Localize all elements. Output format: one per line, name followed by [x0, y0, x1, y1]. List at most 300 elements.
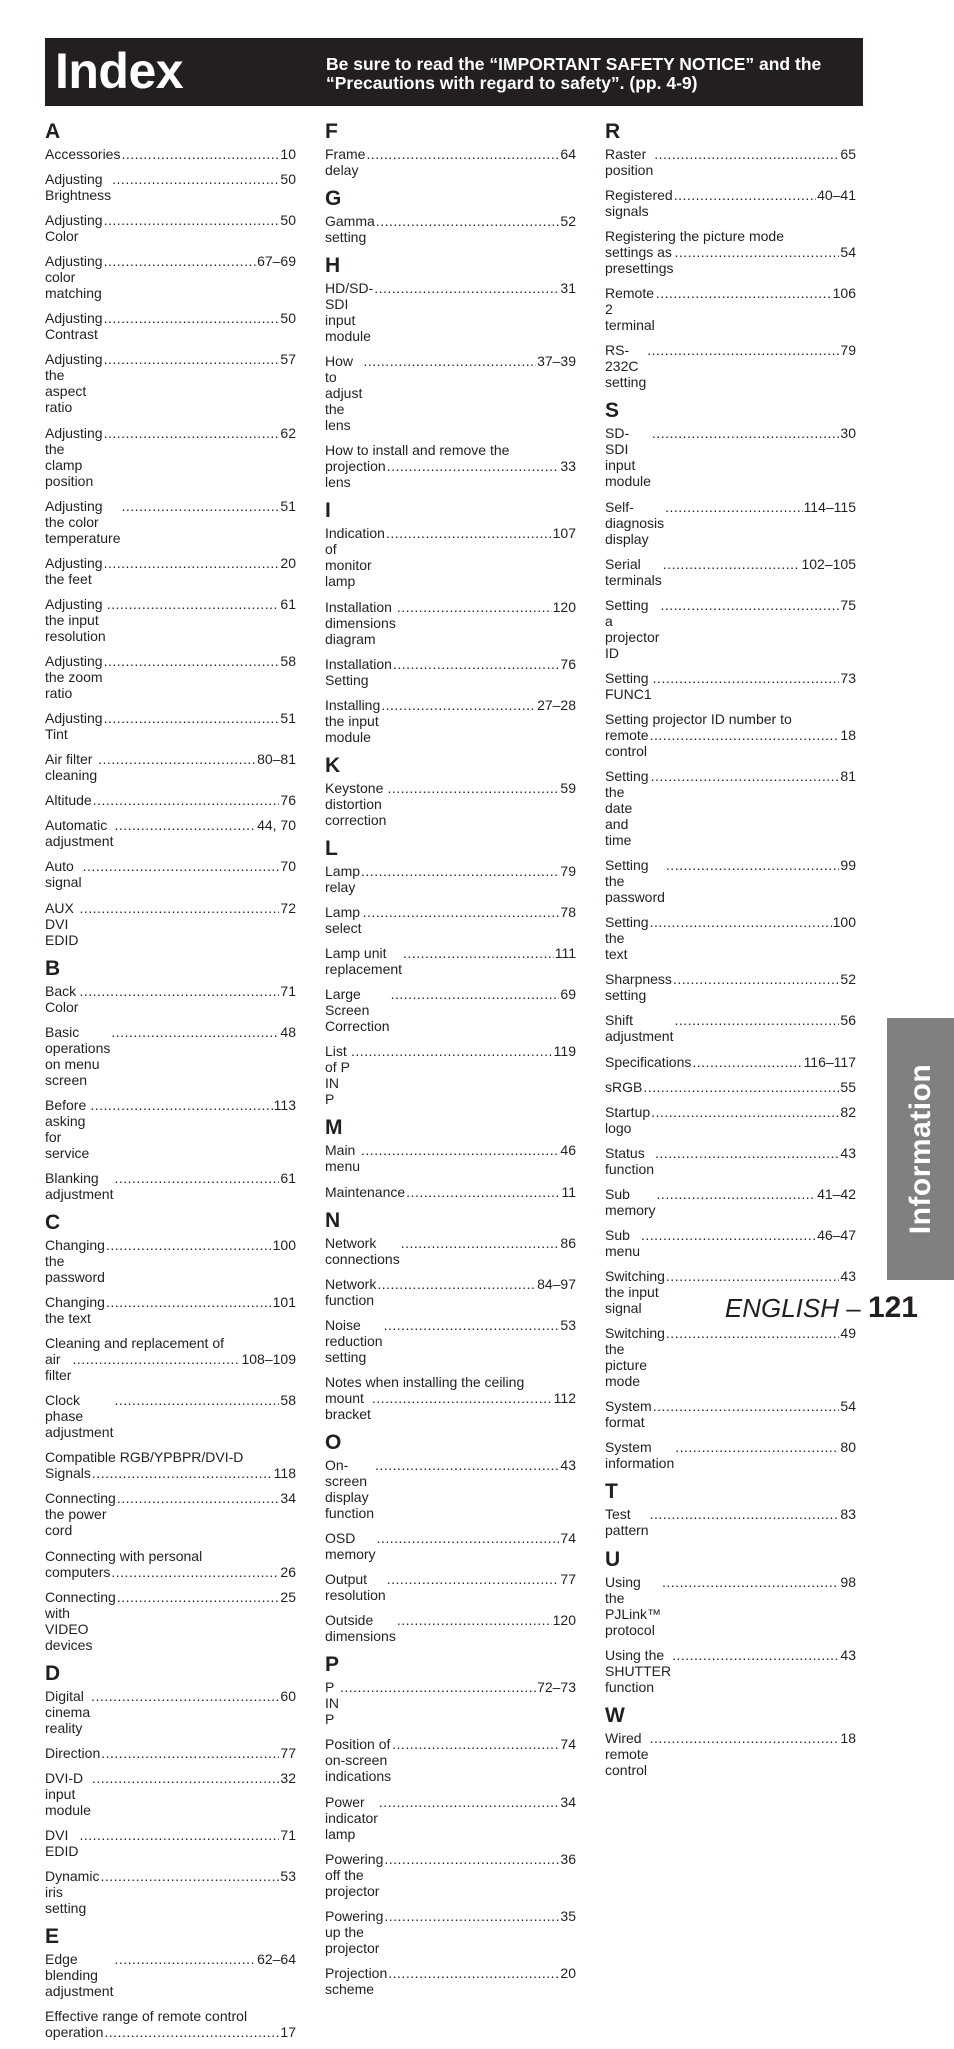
entry-text: System format	[605, 1398, 656, 1431]
entry-page: 82	[840, 1103, 856, 1120]
index-section-t	[605, 1480, 856, 1538]
entry-page: 74	[560, 1736, 576, 1753]
index-entry	[605, 1730, 856, 1778]
dot-leader	[363, 353, 536, 369]
entry-text: Compatible RGB/YPBPR/DVI-D	[45, 1449, 244, 1466]
index-entry	[45, 1170, 296, 1202]
entry-page: 62–64	[257, 1951, 296, 1968]
index-entry	[325, 1457, 576, 1521]
section-letter: N	[325, 1208, 341, 1232]
entry-page: 49	[840, 1325, 856, 1342]
entry-page: 50	[280, 212, 296, 229]
dot-leader	[384, 1317, 560, 1333]
entry-page: 72	[280, 899, 296, 916]
entry-leader	[325, 1457, 559, 1521]
section-letter: G	[325, 187, 342, 211]
dot-leader	[384, 1851, 559, 1867]
entry-text: Keystone distortion correction	[325, 779, 388, 828]
entry-page: 34	[560, 1793, 576, 1810]
entry-text: AUX DVI EDID	[45, 899, 79, 948]
entry-page: 79	[840, 342, 856, 359]
dot-leader	[665, 499, 802, 515]
entry-page: 48	[280, 1023, 296, 1040]
index-entry	[605, 1439, 856, 1471]
section-letter: F	[325, 120, 338, 143]
entry-text: Noise reduction setting	[325, 1316, 387, 1365]
entry-page: 30	[840, 425, 856, 442]
index-entry	[45, 1392, 296, 1440]
dot-leader	[92, 1465, 273, 1481]
entry-page: 61	[280, 595, 296, 612]
entry-leader	[325, 656, 559, 688]
entry-page: 51	[280, 497, 296, 514]
entry-leader	[45, 1024, 279, 1088]
entry-page: 84–97	[537, 1275, 576, 1292]
entry-leader	[605, 146, 839, 178]
index-entry	[45, 2008, 296, 2040]
entry-leader	[45, 2024, 279, 2040]
index-entry	[605, 499, 856, 547]
entry-text: Setting the text	[605, 914, 653, 963]
entry-leader	[605, 857, 839, 905]
entry-text: RS-232C setting	[605, 342, 647, 391]
dot-leader	[101, 1745, 279, 1761]
entry-leader	[45, 710, 279, 742]
entry-leader	[325, 1571, 559, 1603]
entry-text: How to install and remove the	[325, 442, 510, 459]
index-entry	[605, 914, 856, 962]
entry-leader	[325, 1142, 559, 1174]
section-side-tab	[887, 1018, 954, 1280]
entry-leader	[45, 817, 256, 849]
entry-text: Installation Setting	[325, 655, 396, 688]
entry-leader	[605, 1104, 839, 1136]
entry-page: 72–73	[537, 1679, 576, 1696]
entry-page: 33	[560, 458, 576, 475]
entry-text: Edge blending adjustment	[45, 1951, 114, 2000]
index-entry	[605, 1054, 856, 1070]
entry-page: 17	[280, 2024, 296, 2041]
index-entry	[45, 171, 296, 203]
dot-leader	[650, 1506, 840, 1522]
index-section-b	[45, 957, 296, 1202]
index-entry	[325, 599, 576, 647]
entry-page: 37–39	[537, 353, 576, 370]
dot-leader	[641, 1227, 816, 1243]
entry-text: Lamp relay	[325, 862, 364, 895]
entry-text: Effective range of remote control	[45, 2008, 248, 2025]
entry-text-line2: mount bracket	[325, 1389, 371, 1422]
entry-text: Self-diagnosis display	[605, 498, 669, 547]
index-entry	[325, 280, 576, 344]
entry-text: P IN P	[325, 1679, 343, 1728]
entry-text: How to adjust the lens	[325, 353, 367, 434]
entry-text: Sub memory	[605, 1185, 656, 1218]
index-entry	[325, 1374, 576, 1422]
entry-leader	[45, 212, 279, 244]
dot-leader	[652, 425, 840, 441]
dot-leader	[104, 253, 256, 269]
entry-text: Power indicator lamp	[325, 1793, 382, 1842]
entry-page: 34	[280, 1490, 296, 1507]
index-entry	[605, 1145, 856, 1177]
entry-page: 75	[840, 596, 856, 613]
entry-text: Blanking adjustment	[45, 1169, 114, 1202]
index-section-e	[45, 1925, 296, 2040]
entry-text: Clock phase adjustment	[45, 1392, 114, 1441]
entry-leader	[45, 596, 279, 644]
index-section-a	[45, 120, 296, 948]
index-entry	[45, 1449, 296, 1481]
entry-page: 52	[840, 971, 856, 988]
dot-leader	[106, 1294, 272, 1310]
dot-leader	[672, 1647, 839, 1663]
index-entry	[45, 858, 296, 890]
page-title: Index	[55, 43, 184, 99]
entry-text: Indication of monitor lamp	[325, 525, 389, 590]
entry-page: 80–81	[257, 751, 296, 768]
index-entry	[45, 653, 296, 701]
entry-leader	[45, 1564, 279, 1580]
index-entry	[45, 498, 296, 546]
dot-leader	[673, 971, 839, 987]
entry-text: Adjusting color matching	[45, 253, 107, 302]
entry-leader	[605, 285, 832, 333]
index-entry	[605, 1325, 856, 1389]
entry-page: 18	[840, 1729, 856, 1746]
index-section-d	[45, 1662, 296, 1916]
entry-text: Automatic adjustment	[45, 817, 114, 850]
entry-text: Projection scheme	[325, 1964, 392, 1997]
index-section-o	[325, 1431, 576, 1644]
dot-leader	[654, 146, 839, 162]
entry-text: Maintenance	[325, 1183, 406, 1200]
entry-text-continued	[605, 244, 856, 276]
section-letter: H	[325, 254, 341, 278]
entry-page: 56	[840, 1012, 856, 1029]
entry-text-line2: operation	[45, 2024, 104, 2041]
entry-text: Adjusting the aspect ratio	[45, 351, 107, 416]
entry-leader	[605, 597, 839, 661]
footer-separator: –	[839, 1293, 868, 1323]
dot-leader	[653, 670, 840, 686]
entry-page: 43	[560, 1456, 576, 1473]
dot-leader	[387, 1571, 560, 1587]
entry-page: 78	[560, 904, 576, 921]
dot-leader	[112, 171, 279, 187]
entry-text: Registered signals	[605, 187, 677, 220]
entry-leader	[45, 253, 256, 301]
entry-leader	[325, 1794, 559, 1842]
entry-text: System information	[605, 1439, 675, 1472]
entry-text: Setting the password	[605, 857, 665, 906]
dot-leader	[114, 1170, 279, 1186]
dot-leader	[657, 1186, 817, 1202]
entry-text: Accessories	[45, 146, 121, 162]
dot-leader	[121, 146, 279, 162]
entry-page: 43	[840, 1144, 856, 1161]
index-header-bar	[45, 38, 863, 106]
index-entry	[605, 670, 856, 702]
dot-leader	[104, 310, 280, 326]
entry-page: 108–109	[241, 1351, 296, 1368]
section-letter: M	[325, 1116, 343, 1140]
entry-page: 77	[280, 1744, 296, 1761]
entry-text: Network connections	[325, 1234, 400, 1267]
entry-text: Using the PJLink™ protocol	[605, 1573, 665, 1638]
index-entry	[325, 1276, 576, 1308]
entry-text: Specifications	[605, 1053, 692, 1070]
entry-text: Status function	[605, 1144, 655, 1177]
entry-text: Lamp select	[325, 904, 364, 937]
index-entry	[325, 986, 576, 1034]
entry-text: Setting projector ID number to	[605, 710, 792, 727]
entry-page: 41–42	[817, 1185, 856, 1202]
index-entry	[45, 1548, 296, 1580]
entry-leader	[605, 914, 832, 962]
dot-leader	[656, 285, 832, 301]
entry-leader	[605, 499, 803, 547]
entry-page: 20	[280, 554, 296, 571]
entry-text: Cleaning and replacement of	[45, 1335, 225, 1352]
index-column-2	[325, 118, 576, 2006]
entry-leader	[325, 1390, 553, 1422]
index-entry	[325, 1736, 576, 1784]
entry-text: List of P IN P	[325, 1043, 354, 1108]
entry-page: 60	[280, 1687, 296, 1704]
index-entry	[325, 353, 576, 433]
entry-text-line2: projection lens	[325, 458, 390, 491]
index-entry	[325, 1794, 576, 1842]
dot-leader	[387, 780, 559, 796]
entry-leader	[605, 187, 816, 219]
entry-leader	[325, 1276, 536, 1308]
entry-text-continued	[325, 1390, 576, 1422]
section-letter: P	[325, 1653, 340, 1677]
entry-leader	[45, 858, 279, 890]
dot-leader	[663, 556, 801, 572]
section-letter: K	[325, 753, 341, 777]
entry-leader	[45, 146, 279, 162]
dot-leader	[401, 1235, 560, 1251]
entry-page: 10	[280, 146, 296, 162]
section-letter: U	[605, 1547, 621, 1571]
dot-leader	[666, 857, 840, 873]
dot-leader	[660, 597, 839, 613]
index-entry	[605, 342, 856, 390]
dot-leader	[104, 425, 280, 441]
entry-text: Remote 2 terminal	[605, 285, 658, 334]
dot-leader	[114, 1951, 256, 1967]
entry-page: 69	[560, 986, 576, 1003]
entry-leader	[325, 697, 536, 745]
index-section-l	[325, 837, 576, 1107]
entry-text: DVI EDID	[45, 1827, 79, 1859]
index-entry	[45, 1827, 296, 1859]
dot-leader	[361, 863, 559, 879]
entry-leader	[605, 1730, 839, 1778]
dot-leader	[104, 710, 280, 726]
entry-text: Adjusting Color	[45, 212, 107, 245]
index-entry	[605, 1079, 856, 1095]
section-letter: A	[45, 120, 61, 143]
index-entry	[325, 1530, 576, 1562]
entry-text-continued	[325, 458, 576, 490]
index-entry	[45, 1589, 296, 1653]
dot-leader	[643, 1079, 839, 1095]
dot-leader	[375, 1457, 559, 1473]
entry-page: 27–28	[537, 696, 576, 713]
entry-text: Large Screen Correction	[325, 986, 390, 1035]
entry-leader	[325, 1530, 559, 1562]
dot-leader	[377, 1276, 536, 1292]
dot-leader	[376, 213, 560, 229]
entry-text: Switching the picture mode	[605, 1325, 669, 1390]
entry-leader	[325, 1235, 559, 1267]
entry-page: 120	[552, 598, 576, 615]
entry-page: 57	[280, 351, 296, 368]
dot-leader	[104, 653, 280, 669]
entry-text: SD-SDI input module	[605, 425, 651, 490]
entry-page: 25	[280, 1588, 296, 1605]
dot-leader	[79, 1827, 279, 1843]
index-entry	[45, 1097, 296, 1161]
entry-text: Digital cinema reality	[45, 1687, 95, 1736]
index-entry	[45, 1237, 296, 1285]
entry-text: Frame delay	[325, 146, 370, 178]
dot-leader	[391, 986, 560, 1002]
entry-page: 59	[560, 779, 576, 796]
entry-leader	[45, 983, 279, 1015]
entry-page: 114–115	[803, 498, 856, 515]
dot-leader	[92, 1770, 280, 1786]
entry-page: 52	[560, 213, 576, 230]
entry-leader	[325, 1965, 559, 1997]
entry-text-line2: computers	[45, 1563, 111, 1580]
entry-text: DVI-D input module	[45, 1769, 91, 1818]
section-letter: R	[605, 120, 621, 143]
entry-leader	[45, 1745, 279, 1761]
dot-leader	[121, 498, 279, 514]
index-entry	[45, 1335, 296, 1383]
index-entry	[325, 1043, 576, 1107]
section-letter: L	[325, 836, 338, 860]
entry-text: Startup logo	[605, 1103, 655, 1136]
index-entry	[605, 1398, 856, 1430]
entry-page: 112	[553, 1389, 576, 1406]
index-entry	[45, 253, 296, 301]
entry-leader	[45, 1951, 256, 1999]
entry-page: 50	[280, 310, 296, 327]
entry-leader	[45, 1294, 272, 1326]
index-entry	[45, 1770, 296, 1818]
entry-text: Connecting with VIDEO devices	[45, 1588, 120, 1653]
entry-leader	[45, 171, 279, 203]
entry-leader	[325, 780, 559, 828]
entry-leader	[605, 1054, 803, 1070]
entry-leader	[325, 146, 559, 178]
entry-page: 107	[552, 525, 576, 542]
section-letter: I	[325, 499, 331, 523]
entry-page: 76	[560, 655, 576, 672]
entry-text: Setting a projector ID	[605, 596, 664, 661]
entry-text: Dynamic iris setting	[45, 1868, 104, 1917]
entry-text: Connecting the power cord	[45, 1490, 120, 1539]
index-entry	[45, 146, 296, 162]
entry-leader	[45, 1490, 279, 1538]
page-footer	[725, 1288, 918, 1328]
dot-leader	[117, 1589, 280, 1605]
dot-leader	[386, 525, 552, 541]
section-letter: O	[325, 1430, 342, 1454]
entry-page: 71	[280, 982, 296, 999]
entry-leader	[325, 525, 552, 589]
entry-leader	[605, 244, 839, 276]
dot-leader	[650, 914, 832, 930]
dot-leader	[107, 596, 280, 612]
entry-page: 118	[273, 1465, 296, 1482]
entry-page: 61	[280, 1169, 296, 1186]
entry-leader	[605, 1079, 839, 1095]
dot-leader	[104, 351, 280, 367]
dot-leader	[397, 599, 552, 615]
entry-leader	[45, 1465, 273, 1481]
entry-page: 67–69	[257, 253, 296, 270]
dot-leader	[366, 146, 559, 162]
entry-leader	[605, 1012, 839, 1044]
index-entry	[605, 711, 856, 759]
dot-leader	[79, 983, 279, 999]
entry-page: 83	[840, 1506, 856, 1523]
entry-text-line2: Signals	[45, 1465, 91, 1482]
entry-text: Adjusting Brightness	[45, 171, 112, 204]
entry-page: 77	[560, 1571, 576, 1588]
entry-text: Powering up the projector	[325, 1907, 388, 1956]
entry-text: Auto signal	[45, 858, 82, 891]
entry-leader	[605, 1186, 816, 1218]
index-section-p	[325, 1653, 576, 1996]
index-entry	[325, 1571, 576, 1603]
entry-leader	[45, 1868, 279, 1916]
entry-text: Outside dimensions	[325, 1612, 396, 1645]
entry-text: OSD memory	[325, 1530, 376, 1563]
index-entry	[325, 1142, 576, 1174]
entry-leader	[605, 1145, 839, 1177]
index-section-f	[325, 120, 576, 178]
entry-page: 46	[560, 1142, 576, 1159]
entry-page: 100	[272, 1236, 296, 1253]
dot-leader	[104, 212, 280, 228]
index-entry	[45, 900, 296, 948]
entry-leader	[45, 425, 279, 489]
entry-text: Raster position	[605, 146, 654, 178]
entry-leader	[605, 1227, 816, 1259]
index-entry	[605, 425, 856, 489]
entry-page: 81	[840, 768, 856, 785]
dot-leader	[675, 1439, 839, 1455]
entry-leader	[45, 900, 279, 948]
entry-leader	[325, 1043, 553, 1107]
entry-text: Network function	[325, 1275, 381, 1308]
index-entry	[325, 904, 576, 936]
entry-text: Notes when installing the ceiling	[325, 1373, 525, 1390]
dot-leader	[363, 904, 560, 920]
index-section-g	[325, 187, 576, 245]
entry-text: Wired remote control	[605, 1729, 653, 1778]
entry-text: Shift adjustment	[605, 1012, 674, 1045]
entry-leader	[325, 904, 559, 936]
entry-leader	[45, 351, 279, 415]
